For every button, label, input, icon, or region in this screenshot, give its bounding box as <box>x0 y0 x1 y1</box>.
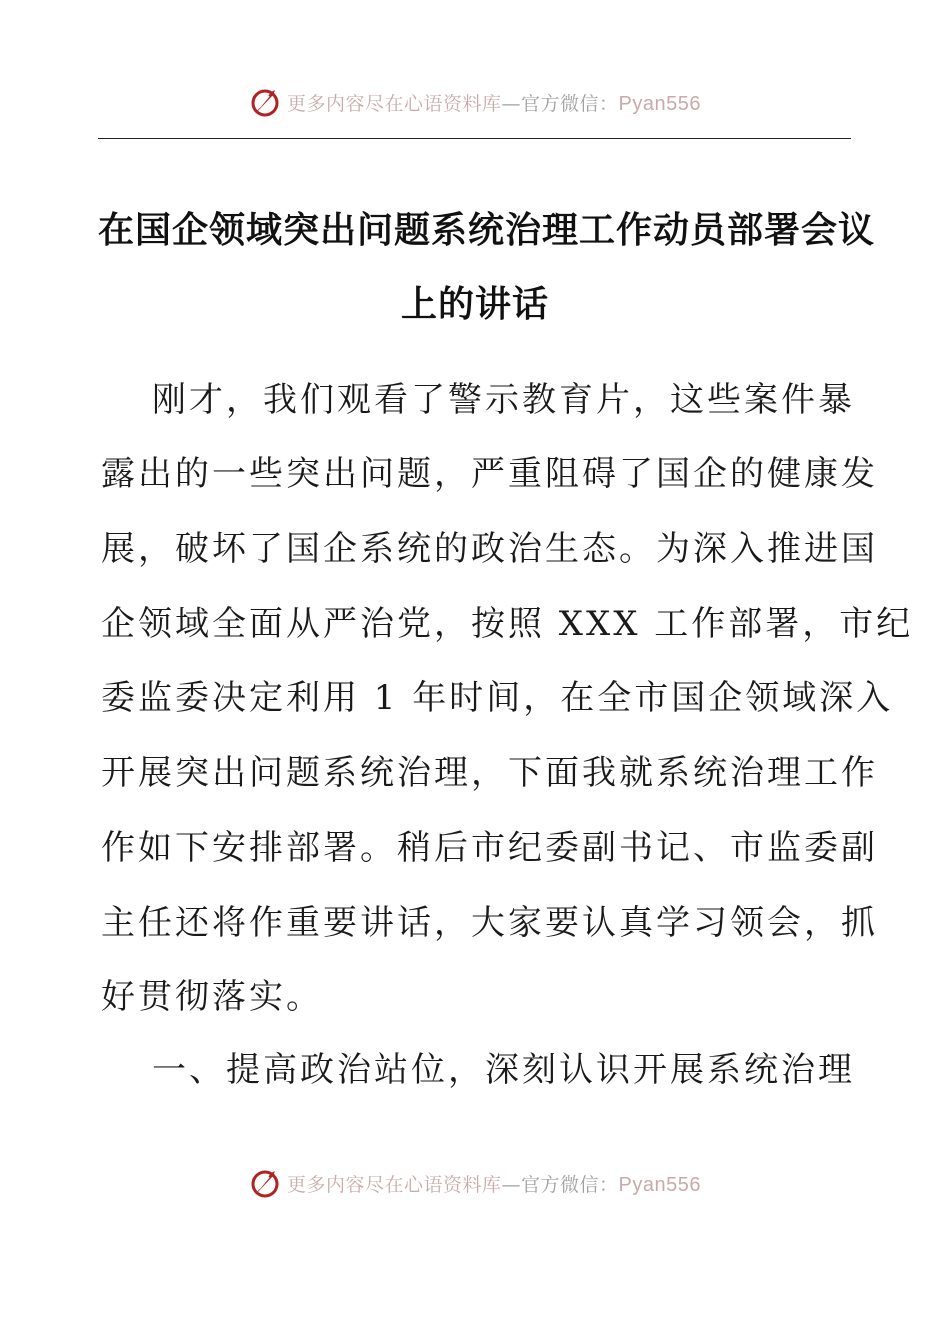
feather-pen-logo-icon <box>249 1167 281 1199</box>
document-title-line-1: 在国企领域突出问题系统治理工作动员部署会议 <box>98 210 876 251</box>
header-watermark <box>0 82 950 122</box>
paragraph-line: 作如下安排部署。稍后市纪委副书记、市监委副 <box>101 828 878 868</box>
watermark-text <box>287 89 701 116</box>
feather-pen-logo-icon <box>249 86 281 118</box>
footer-watermark <box>0 1163 950 1203</box>
paragraph-line: 刚才，我们观看了警示教育片，这些案件暴 <box>152 380 855 420</box>
watermark-dash: — <box>501 1173 522 1196</box>
header-divider <box>98 138 851 139</box>
paragraph-line: 露出的一些突出问题，严重阻碍了国企的健康发 <box>101 454 878 494</box>
watermark-brand: 更多内容尽在心语资料库 <box>287 92 502 115</box>
watermark-handle: Pyan556 <box>618 1173 701 1196</box>
paragraph-line: 好贯彻落实。 <box>101 977 323 1017</box>
paragraph-line: 主任还将作重要讲话，大家要认真学习领会，抓 <box>101 903 878 943</box>
watermark-text <box>287 1170 701 1197</box>
watermark-label: 官方微信： <box>521 1173 619 1196</box>
watermark-dash: — <box>501 92 522 115</box>
paragraph-line: 企领域全面从严治党，按照 XXX 工作部署，市纪 <box>101 604 914 644</box>
paragraph-line: 委监委决定利用 1 年时间，在全市国企领域深入 <box>101 678 894 718</box>
watermark-handle: Pyan556 <box>618 92 701 115</box>
watermark-label: 官方微信： <box>521 92 619 115</box>
section-heading: 一、提高政治站位，深刻认识开展系统治理 <box>152 1050 855 1090</box>
watermark-brand: 更多内容尽在心语资料库 <box>287 1173 502 1196</box>
paragraph-line: 展，破坏了国企系统的政治生态。为深入推进国 <box>101 529 878 569</box>
paragraph-line: 开展突出问题系统治理，下面我就系统治理工作 <box>101 753 878 793</box>
document-title-line-2: 上的讲话 <box>400 284 549 325</box>
